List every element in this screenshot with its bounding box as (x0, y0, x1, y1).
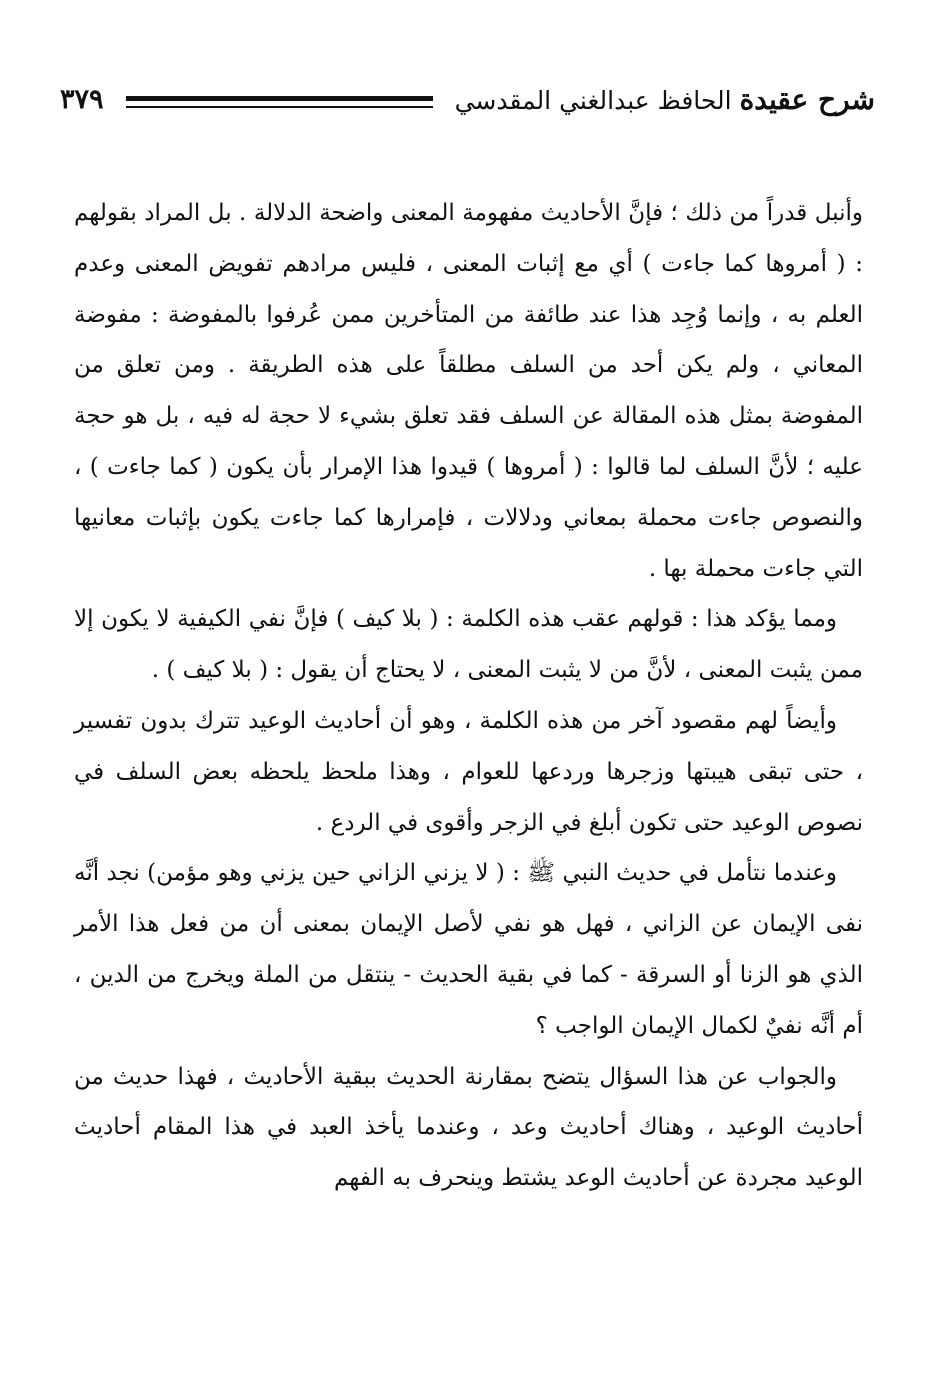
header-title-bold: شرح عقيدة (739, 82, 875, 116)
paragraph: وعندما نتأمل في حديث النبي ﷺ : ( لا يزني الزاني حين يزني وهو مؤمن) نجد أنَّه نفى الإيمان عن الزاني ، فهل هو نفي لأصل الإيمان بمعنى أن من فعل هذا الأمر الذي هو الزنا أو السرقة - كما في بقية الحديث - ينتقل من الملة ويخرج من الدين ، أم أنَّه نفيٌ لكمال الإيمان الواجب ؟ (74, 860, 863, 1039)
page-number: ٣٧٩ (60, 84, 104, 115)
header-title-rest: الحافظ عبدالغني المقدسي (454, 85, 732, 115)
header-title (455, 78, 875, 123)
running-header (60, 78, 875, 122)
paragraph: وأيضاً لهم مقصود آخر من هذه الكلمة ، وهو أن أحاديث الوعيد تترك بدون تفسير ، حتى تبقى هيبتها وزجرها وردعها للعوام ، وهذا ملحظ يلحظه بعض السلف في نصوص الوعيد حتى تكون أبلغ في الزجر وأقوى في الردع . (74, 707, 863, 836)
paragraph: ومما يؤكد هذا : قولهم عقب هذه الكلمة : ( بلا كيف ) فإنَّ نفي الكيفية لا يكون إلا ممن يثبت المعنى ، لأنَّ من لا يثبت المعنى ، لا يحتاج أن يقول : ( بلا كيف ) . (74, 606, 863, 684)
paragraph: وأنبل قدراً من ذلك ؛ فإنَّ الأحاديث مفهومة المعنى واضحة الدلالة . بل المراد بقولهم : ( أمروها كما جاءت ) أي مع إثبات المعنى ، فليس مرادهم تفويض المعنى وعدم العلم به ، وإنما وُجِد هذا عند طائفة من المتأخرين ممن عُرفوا بالمفوضة : مفوضة المعاني ، ولم يكن أحد من السلف مطلقاً على هذه الطريقة . ومن تعلق من المفوضة بمثل هذه المقالة عن السلف فقد تعلق بشيء لا حجة له فيه ، بل هو حجة عليه ؛ لأنَّ السلف لما قالوا : ( أمروها ) قيدوا هذا الإمرار بأن يكون ( كما جاءت ) ، والنصوص جاءت محملة بمعاني ودلالات ، فإمرارها كما جاءت يكون بإثبات معانيها التي جاءت محملة بها . (74, 200, 863, 582)
body-text (74, 188, 863, 1204)
header-rule (126, 96, 433, 108)
paragraph: والجواب عن هذا السؤال يتضح بمقارنة الحديث ببقية الأحاديث ، فهذا حديث من أحاديث الوعيد ، وهناك أحاديث وعد ، وعندما يأخذ العبد في هذا المقام أحاديث الوعيد مجردة عن أحاديث الوعد يشتط وينحرف به الفهم (74, 1063, 863, 1192)
